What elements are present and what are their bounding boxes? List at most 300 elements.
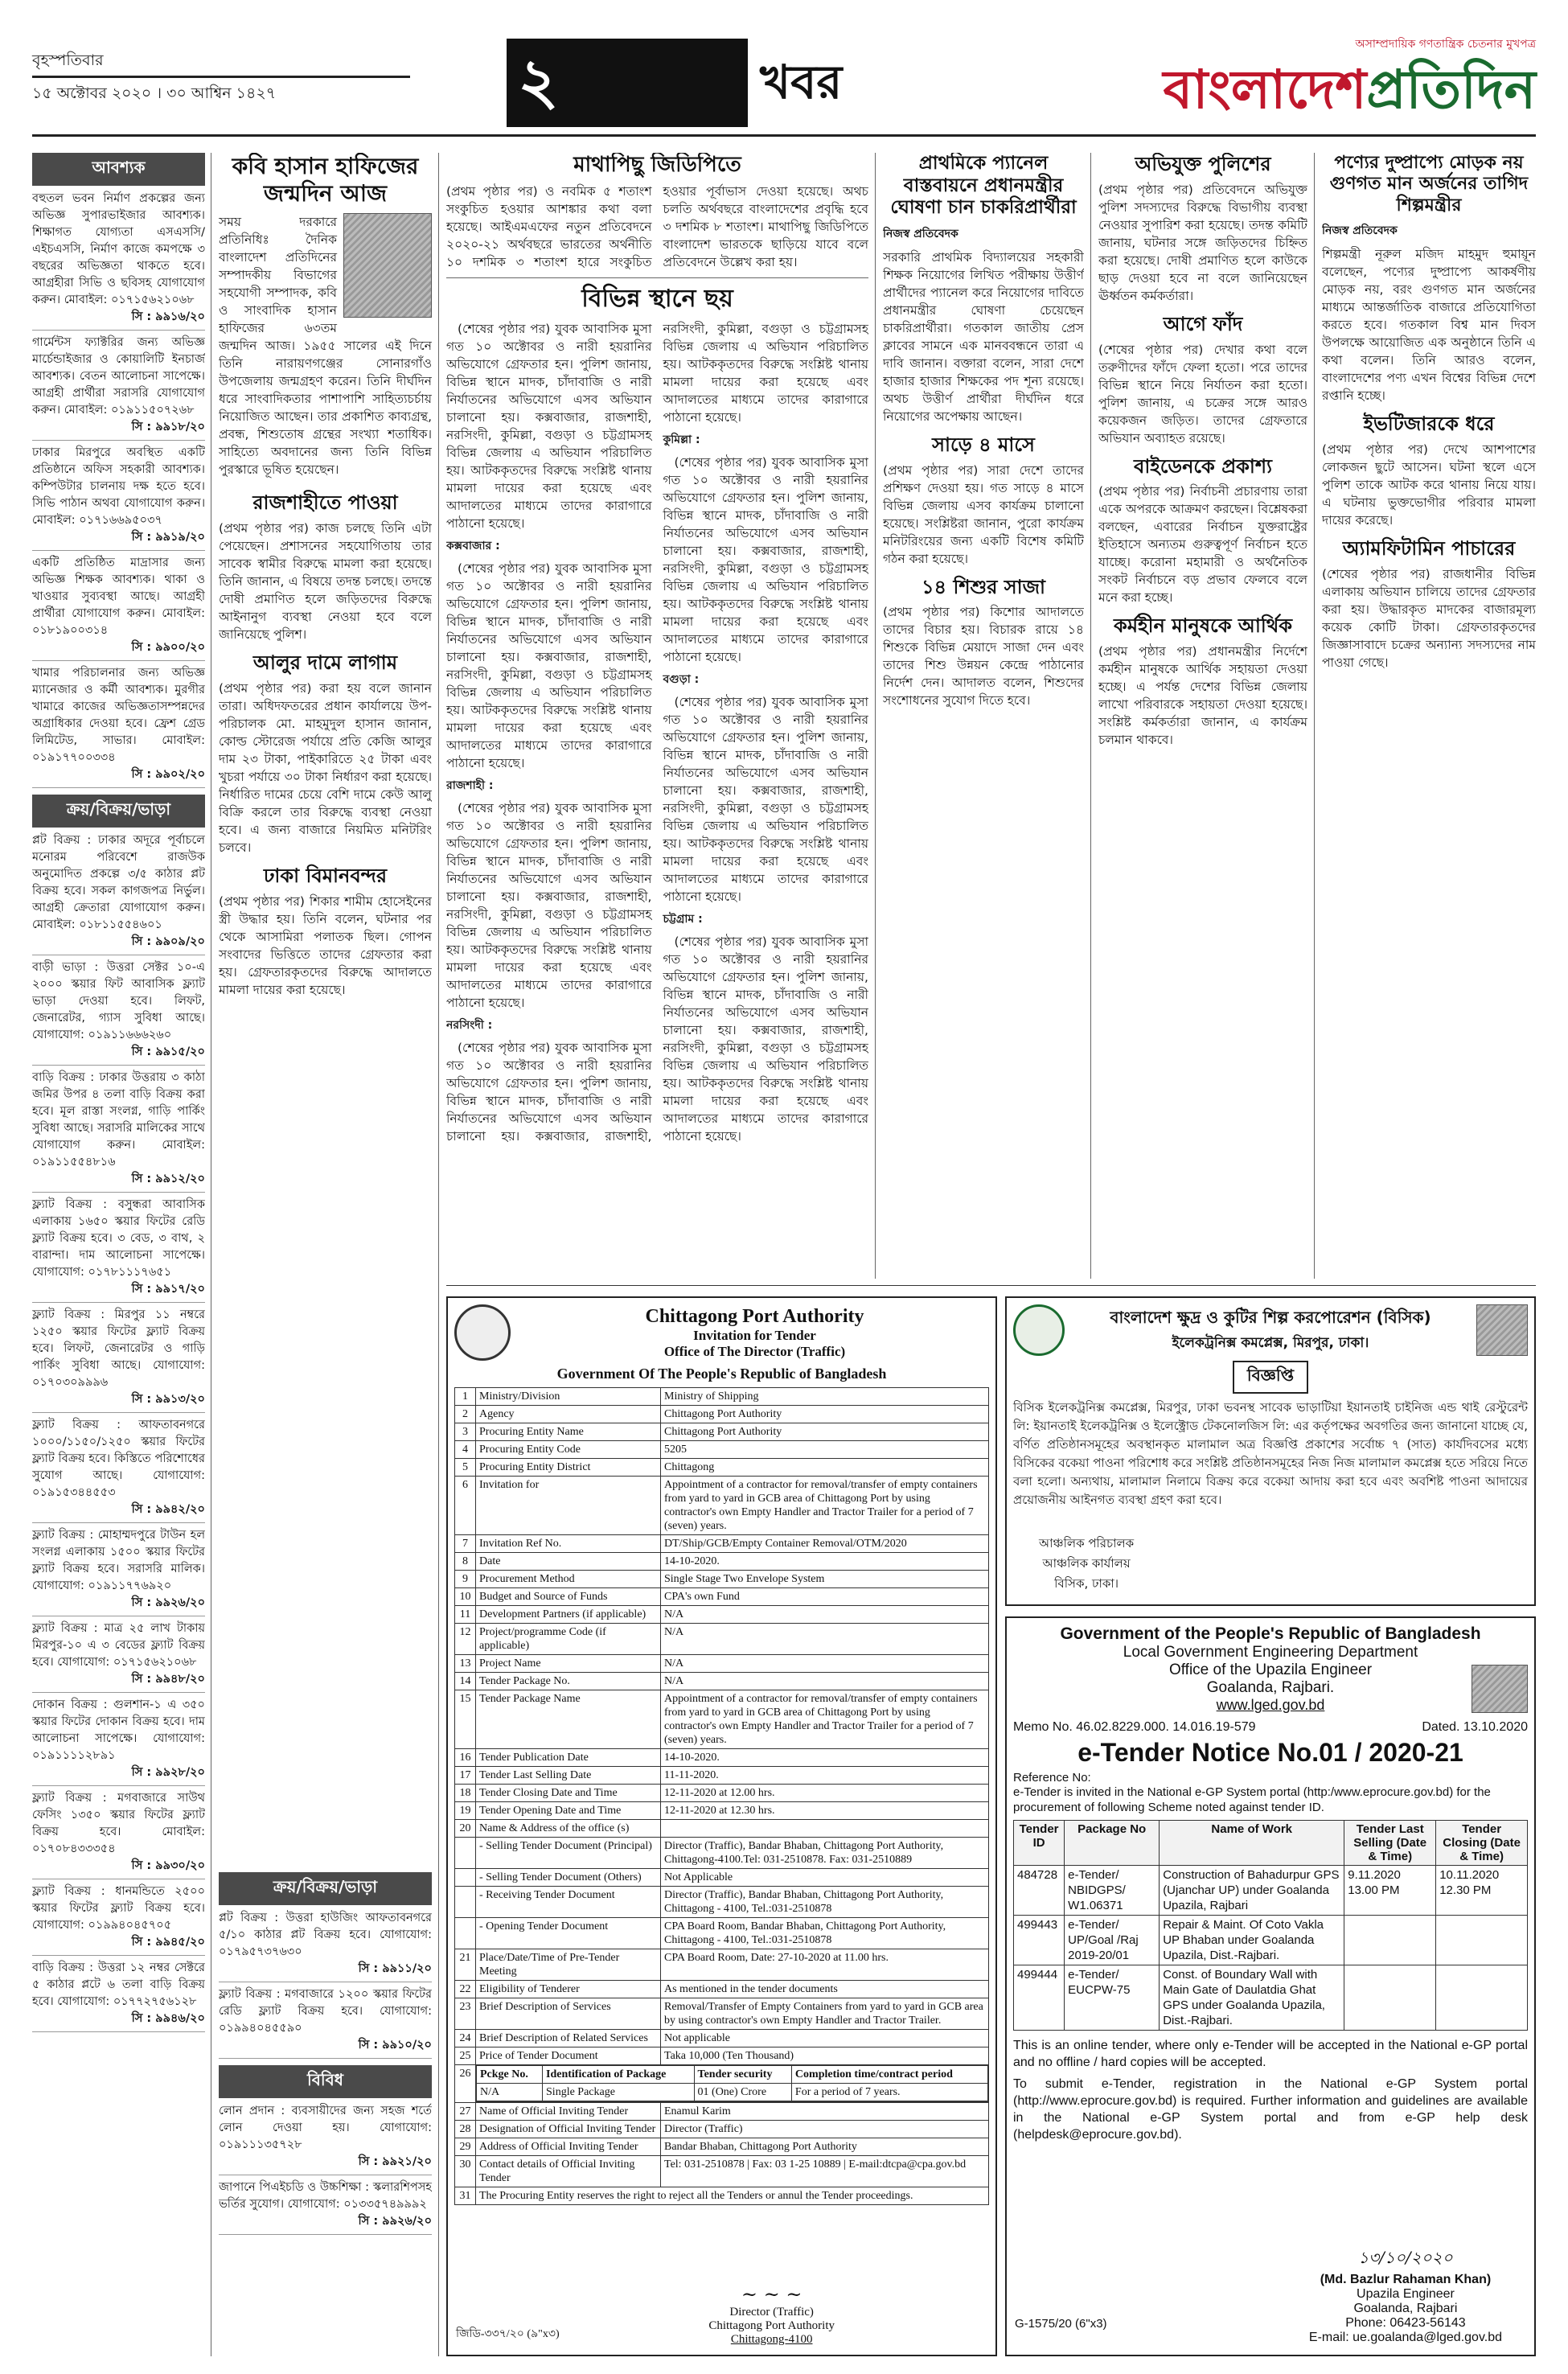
cpa-row-key: - Selling Tender Document (Others) bbox=[476, 1869, 661, 1887]
police-headline: অভিযুক্ত পুলিশের bbox=[1135, 153, 1271, 175]
cpa-org: Chittagong Port Authority bbox=[645, 1305, 864, 1327]
cpa-row-number: 24 bbox=[455, 2030, 476, 2047]
amphet-body: (শেষের পৃষ্ঠার পর) রাজধানীর বিভিন্ন এলাকায় অভিযান চালিয়ে তাদের গ্রেফতার করা হয়। উদ্ধারকৃত মাদকের বাজারমূল্য কয়েক কোটি টাকা। গ্রেফতারকৃতদের জিজ্ঞাসাবাদে চক্রের অন্যান্য সদস্যদের নাম পাওয়া গেছে। bbox=[1322, 566, 1536, 670]
cpa-row bbox=[455, 1655, 989, 1673]
gdp-body: (প্রথম পৃষ্ঠার পর) ও নবমিক ৫ শতাংশ সংকুচিত হওয়ার আশঙ্কার কথা বলা হয়েছে। আইএমএফের নতুন প্রতিবেদনে ২০২০-২১ অর্থবছরে ভারতের অর্থনীতি ১০ দশমিক ৩ শতাংশ হারে সংকুচিত হওয়ার পূর্বাভাস দেওয়া হয়েছে। অথচ চলতি অর্থবছরে বাংলাদেশের প্রবৃদ্ধি হবে ৩ দশমিক ৮ শতাংশ। মাথাপিছু জিডিপিতে বাংলাদেশ ভারতকে ছাড়িয়ে যাবে বলে প্রতিবেদনে উল্লেখ করা হয়। bbox=[446, 184, 868, 270]
bottom-misc-heading: বিবিধ bbox=[219, 2065, 432, 2098]
cpa-code: জিডি-৩৩৭/২০ (৯"x৩) bbox=[456, 2328, 560, 2340]
cpa-row-key: Address of Official Inviting Tender bbox=[476, 2138, 661, 2156]
cpa-row-value: N/A bbox=[661, 1673, 989, 1690]
cpa-row-number: 11 bbox=[455, 1606, 476, 1624]
cpa-signature bbox=[708, 2283, 835, 2347]
trap-body: (শেষের পৃষ্ঠার পর) দেখার কথা বলে তরুণীদের ফাঁদে ফেলা হতো। পরে তাদের বিভিন্ন স্থানে নিয়ে নির্যাতন করা হতো। পুলিশ জানায়, এ চক্রের সঙ্গে আরও কয়েকজন জড়িত। তাদের গ্রেফতারে অভিযান অব্যাহত রয়েছে। bbox=[1098, 342, 1307, 446]
lged-cell-close bbox=[1436, 1965, 1528, 2031]
cpa-row-key: Brief Description of Related Services bbox=[476, 2030, 661, 2047]
lged-dept: Local Government Engineering Department bbox=[1123, 1644, 1418, 1661]
primary-headline: প্রাথমিকে প্যানেল বাস্তবায়নে প্রধানমন্ত্রীর ঘোষণা চান চাকরিপ্রার্থীরা bbox=[890, 153, 1077, 219]
cpa-row-key: Procurement Method bbox=[476, 1571, 661, 1588]
lged-cell-id: 484728 bbox=[1014, 1866, 1065, 1916]
mask-headline: পণ্যের দুষ্প্রাপ্যে মোড়ক নয় গুণগত মান অর্জনের তাগিদ শিল্পমন্ত্রীর bbox=[1329, 153, 1529, 216]
bottom-misc-list bbox=[219, 2103, 432, 2235]
cpa-row-number bbox=[455, 1838, 476, 1869]
mujib-year-logo bbox=[1476, 1304, 1528, 1356]
cpa-row-key: - Receiving Tender Document bbox=[476, 1887, 661, 1918]
cpa-row-key: - Selling Tender Document (Principal) bbox=[476, 1838, 661, 1869]
classified-ref: সি : ৯৯১৮/২০ bbox=[131, 421, 205, 433]
classified-ref: সি : ৯৯২৬/২০ bbox=[131, 1596, 205, 1609]
cpa-row-value: Single Stage Two Envelope System bbox=[661, 1571, 989, 1588]
unrest-para: (শেষের পৃষ্ঠার পর) যুবক আবাসিক মুসা গত ১০ অক্টোবর ও নারী হয়রানির অভিযোগে গ্রেফতার হন। পুলিশ জানায়, বিভিন্ন স্থানে মাদক, চাঁদাবাজি ও নারী নির্যাতনের অভিযোগে এসব অভিযান চালানো হয়। কক্সবাজার, রাজশাহী, নরসিংদী, কুমিল্লা, বগুড়া ও চট্টগ্রামসহ বিভিন্ন জেলায় এ অভিযান পরিচালিত হয়। আটককৃতদের বিরুদ্ধে সংশ্লিষ্ট থানায় মামলা দায়ের করা হয়েছে এবং আদালতের মাধ্যমে তাদের কারাগারে পাঠানো হয়েছে। bbox=[663, 934, 868, 1144]
classified-ref: সি : ৯৯৪৮/২০ bbox=[131, 1673, 205, 1686]
cpa-office: Office of The Director (Traffic) bbox=[663, 1343, 846, 1359]
classified-item bbox=[219, 2103, 432, 2175]
cpa-row-value: Not Applicable bbox=[661, 1869, 989, 1887]
cpa-package-header: Identification of Package bbox=[543, 2066, 695, 2084]
cpa-row bbox=[455, 1673, 989, 1690]
cpa-row-value: Enamul Karim bbox=[661, 2103, 989, 2121]
lged-cell-sell bbox=[1344, 1965, 1436, 2031]
cpa-row bbox=[455, 2103, 989, 2121]
cpa-email: E-mail:dtcpa@cpa.gov.bd bbox=[848, 2158, 967, 2171]
cpa-row-value: Ministry of Shipping bbox=[661, 1388, 989, 1406]
lged-cell-close bbox=[1436, 1916, 1528, 1965]
cpa-row-value: 12-11-2020 at 12.00 hrs. bbox=[661, 1785, 989, 1802]
cpa-row-key: Invitation Ref No. bbox=[476, 1535, 661, 1553]
cpa-row-number: 4 bbox=[455, 1441, 476, 1459]
cpa-row-key: Invitation for bbox=[476, 1477, 661, 1535]
cpa-row-number bbox=[455, 1918, 476, 1949]
cpa-row-key: Tender Last Selling Date bbox=[476, 1767, 661, 1785]
lged-sig-desig: Upazila Engineer bbox=[1357, 2287, 1455, 2301]
rajshahi-body: (প্রথম পৃষ্ঠার পর) কাজ চলছে তিনি এটা পেয়েছেন। প্রশাসনের সহযোগিতায় তার সাবেক স্বামীর বিরুদ্ধে মামলা করা হয়েছে। তিনি জানান, এ বিষয়ে তদন্ত চলছে। তদন্তে দোষী প্রমাণিত হলে জড়িতদের বিরুদ্ধে আইনানুগ ব্যবস্থা নেওয়া হবে বলে জানিয়েছে পুলিশ। bbox=[219, 520, 432, 642]
lged-cell-work: Construction of Bahadurpur GPS (Ujanchar UP) under Goalanda Upazila, Rajbari bbox=[1160, 1866, 1344, 1916]
cpa-row-value: Appointment of a contractor for removal/transfer of empty containers from yard to yard in GCB area of Chittagong Port by using contractor's own Empty Handler and Tractor Trailer for a period of 7 (seven) years. bbox=[661, 1477, 989, 1535]
cpa-row bbox=[455, 1887, 989, 1918]
cpa-gov: Government Of The People's Republic of Bangladesh bbox=[556, 1366, 887, 1382]
cpa-row-number: 18 bbox=[455, 1785, 476, 1802]
mask-body: শিল্পমন্ত্রী নূরুল মজিদ মাহমুদ হুমায়ূন বলেছেন, পণ্যের দুষ্প্রাপ্যে আকর্ষণীয় মোড়ক নয়, বরং গুণগত মান অর্জনের মাধ্যমে আন্তর্জাতিক বাজারে প্রতিযোগিতা করতে হবে। গতকাল বিশ্ব মান দিবস উপলক্ষে আয়োজিত এক অনুষ্ঠানে তিনি এ কথা বলেন। তিনি আরও বলেন, বাংলাদেশের পণ্য এখন বিশ্বের বিভিন্ন দেশে রপ্তানি হচ্ছে। bbox=[1322, 247, 1536, 404]
cpa-row-number: 21 bbox=[455, 1949, 476, 1981]
cpa-row-key: Tender Package Name bbox=[476, 1690, 661, 1749]
classified-ref: সি : ৯৯০৯/২০ bbox=[131, 935, 205, 948]
center-news-block bbox=[446, 153, 868, 1279]
classified-text: ফ্ল্যাট বিক্রয় : মোহাম্মদপুরে টাউন হল সংলগ্ন এলাকায় ১৫০০ স্কয়ার ফিটের ফ্ল্যাট বিক্রয় হবে। সরাসরি মালিক। যোগাযোগ: ০১৯১১৭৭৬৯২০ bbox=[32, 1529, 205, 1592]
cpa-row-number: 3 bbox=[455, 1423, 476, 1441]
lged-place: Goalanda, Rajbari. bbox=[1206, 1679, 1335, 1696]
cpa-row-value: Appointment of a contractor for removal/transfer of empty containers from yard to yard in GCB area of Chittagong Port by using contractor's own Empty Handler and Tractor Trailer for a period of 7 (seven) years. bbox=[661, 1690, 989, 1749]
three-body: (প্রথম পৃষ্ঠার পর) সারা দেশে তাদের প্রশিক্ষণ দেওয়া হয়। গত সাড়ে ৪ মাসে বিভিন্ন জেলায় এসব কার্যক্রম চালানো হয়েছে। সংশ্লিষ্টরা জানান, পুরো কার্যক্রম মনিটরিংয়ের জন্য একটি বিশেষ কমিটি গঠন করা হয়েছে। bbox=[883, 462, 1084, 566]
cpa-row bbox=[455, 2138, 989, 2156]
cpa-row-number: 15 bbox=[455, 1690, 476, 1749]
classified-text: ফ্ল্যাট বিক্রয় : মাত্র ২৫ লাখ টাকায় মিরপুর-১০ এ ৩ বেডের ফ্ল্যাট বিক্রয় হবে। যোগাযোগ: ০১৭১৫৬২১০৬৮ bbox=[32, 1622, 205, 1669]
bscic-notice-title: বিজ্ঞপ্তি bbox=[1233, 1361, 1308, 1394]
cpa-row bbox=[455, 2047, 989, 2065]
cpa-contact-key: Contact details of Official Inviting Tender bbox=[476, 2156, 661, 2187]
cpa-row bbox=[455, 1785, 989, 1802]
classified-item bbox=[32, 1307, 205, 1413]
cpa-row-number: 30 bbox=[455, 2156, 476, 2187]
police-body: (প্রথম পৃষ্ঠার পর) প্রতিবেদনে অভিযুক্ত পুলিশ সদস্যদের বিরুদ্ধে বিভাগীয় ব্যবস্থা নেওয়ার সুপারিশ করা হয়েছে। তদন্ত কমিটি জানায়, ঘটনার সঙ্গে জড়িতদের চিহ্নিত করা হয়েছে। দোষী প্রমাণিত হলে কাউকে ছাড় দেওয়া হবে না বলে জানিয়েছেন ঊর্ধ্বতন কর্মকর্তারা। bbox=[1098, 182, 1307, 303]
cpa-row-key: Tender Package No. bbox=[476, 1673, 661, 1690]
bscic-sig3: বিসিক, ঢাকা। bbox=[1054, 1576, 1119, 1591]
lged-tender-table bbox=[1013, 1820, 1528, 2031]
cpa-sig-city: Chittagong-4100 bbox=[730, 2333, 813, 2346]
lged-column-header: Tender ID bbox=[1014, 1821, 1065, 1866]
cpa-row-value: CPA Board Room, Bandar Bhaban, Chittagong Port Authority, Chittagong - 4100, Tel.:031-2510878 bbox=[661, 1918, 989, 1949]
cpa-logo-icon bbox=[454, 1304, 511, 1361]
cpa-row-key: Name & Address of the office (s) bbox=[476, 1820, 661, 1838]
lged-code: G-1575/20 (6"x3) bbox=[1015, 2317, 1107, 2331]
cpa-row-key: Name of Official Inviting Tender bbox=[476, 2103, 661, 2121]
classified-text: গার্মেন্টস ফ্যাক্টরির জন্য অভিজ্ঞ মার্চেন্ডাইজার ও কোয়ালিটি ইনচার্জ আবশ্যক। বেতন আলোচনা সাপেক্ষে। আগ্রহী প্রার্থীরা সরাসরি যোগাযোগ করুন। মোবাইল: ০১৯১১৫০৭২৬৮ bbox=[32, 336, 205, 417]
logo-name-b: প্রতিদিন bbox=[1366, 58, 1536, 121]
cpa-row-key: Place/Date/Time of Pre-Tender Meeting bbox=[476, 1949, 661, 1981]
unrest-body bbox=[446, 320, 868, 1148]
classified-ref: সি : ৯৯৪২/২০ bbox=[131, 1503, 205, 1516]
unrest-headline: বিভিন্ন স্থানে ছয় bbox=[581, 285, 733, 314]
classified-item bbox=[219, 1986, 432, 2059]
classified-item bbox=[32, 1527, 205, 1616]
lged-gov: Government of the People's Republic of Bangladesh bbox=[1060, 1624, 1481, 1643]
cpa-row-key: Budget and Source of Funds bbox=[476, 1588, 661, 1606]
lged-cell-work: Repair & Maint. Of Coto Vakla UP Bhaban under Goalanda Upazila, Dist.-Rajbari. bbox=[1160, 1916, 1344, 1965]
cpa-row-number: 22 bbox=[455, 1981, 476, 1998]
classified-ref: সি : ৯৯১৫/২০ bbox=[131, 1045, 205, 1058]
cpa-row-value: N/A bbox=[661, 1655, 989, 1673]
cpa-row-key: Eligibility of Tenderer bbox=[476, 1981, 661, 1998]
lged-web: www.lged.gov.bd bbox=[1216, 1697, 1325, 1713]
primary-byline: নিজস্ব প্রতিবেদক bbox=[883, 227, 958, 240]
cpa-row-value: Director (Traffic), Bandar Bhaban, Chittagong Port Authority, Chittagong - 4100, Tel.:031-2510878 bbox=[661, 1887, 989, 1918]
cpa-row bbox=[455, 1441, 989, 1459]
classified-ref: সি : ৯৯১৭/২০ bbox=[131, 1283, 205, 1296]
cpa-row-key: Tender Publication Date bbox=[476, 1749, 661, 1767]
unrest-sub-coxsbazar: কক্সবাজার : bbox=[446, 540, 500, 553]
cpa-row-number: 9 bbox=[455, 1571, 476, 1588]
classified-ref: সি : ৯৯১৩/২০ bbox=[131, 1393, 205, 1406]
cpa-row bbox=[455, 2030, 989, 2047]
classified-text: একটি প্রতিষ্ঠিত মাদ্রাসার জন্য অভিজ্ঞ শিক্ষক আবশ্যক। থাকা ও খাওয়ার সুব্যবস্থা আছে। আগ্রহী প্রার্থীরা যোগাযোগ করুন। মোবাইল: ০১৮১৯০০৩১৪ bbox=[32, 557, 205, 637]
child-body: (প্রথম পৃষ্ঠার পর) কিশোর আদালতে তাদের বিচার হয়। বিচারক রায়ে ১৪ শিশুকে বিভিন্ন মেয়াদে সাজা দেন এবং তাদের শিশু উন্নয়ন কেন্দ্রে পাঠানোর নির্দেশ দেন। আদালত বলেন, শিশুদের সংশোধনের সুযোগ দিতে হবে। bbox=[883, 605, 1084, 709]
classified-text: ফ্ল্যাট বিক্রয় : মগবাজারে সাউথ ফেসিং ১৩৫০ স্কয়ার ফিটের ফ্ল্যাট বিক্রয় হবে। মোবাইল: ০১৭০৮৪৩৩৩৫৪ bbox=[32, 1792, 205, 1855]
three-headline: সাড়ে ৪ মাসে bbox=[932, 433, 1035, 456]
cpa-invitation: Invitation for Tender bbox=[693, 1327, 816, 1343]
unrest-sub-chattogram: চট্টগ্রাম : bbox=[663, 913, 703, 926]
cpa-row bbox=[455, 1869, 989, 1887]
unrest-sub-rajshahi: রাজশাহী : bbox=[446, 779, 494, 793]
column-divider bbox=[1090, 153, 1091, 1279]
cpa-row-value: Removal/Transfer of Empty Containers from yard to yard in GCB area by using contractor's own Empty Handler and Tractor Trailer. bbox=[661, 1998, 989, 2030]
cpa-row-value: DT/Ship/GCB/Empty Container Removal/OTM/2020 bbox=[661, 1535, 989, 1553]
unrest-para: (শেষের পৃষ্ঠার পর) যুবক আবাসিক মুসা গত ১০ অক্টোবর ও নারী হয়রানির অভিযোগে গ্রেফতার হন। পুলিশ জানায়, বিভিন্ন স্থানে মাদক, চাঁদাবাজি ও নারী নির্যাতনের অভিযোগে এসব অভিযান চালানো হয়। কক্সবাজার, রাজশাহী, নরসিংদী, কুমিল্লা, বগুড়া ও চট্টগ্রামসহ বিভিন্ন জেলায় এ অভিযান পরিচালিত হয়। আটককৃতদের বিরুদ্ধে সংশ্লিষ্ট থানায় মামলা দায়ের করা হয়েছে এবং আদালতের মাধ্যমে তাদের কারাগারে পাঠানো হয়েছে। bbox=[446, 322, 652, 532]
classified-text: দোকান বিক্রয় : গুলশান-১ এ ৩৫০ স্কয়ার ফিটের দোকান বিক্রয় হবে। দাম আলোচনা সাপেক্ষে। যোগাযোগ: ০১৯১১১১২৮৯১ bbox=[32, 1698, 205, 1762]
classified-item bbox=[32, 191, 205, 331]
cpa-row-number: 10 bbox=[455, 1588, 476, 1606]
classified-text: লোন প্রদান : ব্যবসায়ীদের জন্য সহজ শর্তে লোন দেওয়া হয়। যোগাযোগ: ০১৯১১১৩৫৭২৮ bbox=[219, 2105, 432, 2151]
cpa-row bbox=[455, 1588, 989, 1606]
lged-column-header: Name of Work bbox=[1160, 1821, 1344, 1866]
lged-cell-id: 499444 bbox=[1014, 1965, 1065, 2031]
classified-text: বাড়ি বিক্রয় : ঢাকার উত্তরায় ৩ কাঠা জমির উপর ৪ তলা বাড়ি বিক্রয় করা হবে। মূল রাস্তা সংলগ্ন, গাড়ি পার্কিং সুবিধা আছে। সরাসরি মালিকের সাথে যোগাযোগ করুন। মোবাইল: ০১৯১১৫৫৪৮১৬ bbox=[32, 1071, 205, 1169]
classified-item bbox=[32, 665, 205, 788]
cpa-package-value: 01 (One) Crore bbox=[694, 2084, 791, 2101]
classified-ref: সি : ৯৯০২/২০ bbox=[131, 768, 205, 781]
cpa-row-number: 19 bbox=[455, 1802, 476, 1820]
classified-text: ফ্ল্যাট বিক্রয় : আফতাবনগরে ১০০০/১১৫০/১২৫০ স্কয়ার ফিটের ফ্ল্যাট বিক্রয় হবে। কিস্তিতে পরিশোধের সুযোগ আছে। যোগাযোগ: ০১৯১৫৩৪৪৫৫৩ bbox=[32, 1419, 205, 1499]
cpa-tender-ad bbox=[446, 1296, 997, 2356]
lged-cell-sell bbox=[1344, 1916, 1436, 1965]
lged-table-row bbox=[1014, 1866, 1528, 1916]
column-divider bbox=[1314, 153, 1315, 1279]
classified-item bbox=[219, 1910, 432, 1982]
classified-item bbox=[32, 555, 205, 661]
unrest-sub-bogura: বগুড়া : bbox=[663, 673, 700, 687]
rajshahi-headline: রাজশাহীতে পাওয়া bbox=[252, 491, 398, 515]
page-number-box bbox=[507, 39, 748, 127]
classified-item bbox=[32, 1070, 205, 1193]
cpa-row-number: 7 bbox=[455, 1535, 476, 1553]
cpa-row-number: 17 bbox=[455, 1767, 476, 1785]
bscic-header bbox=[1013, 1304, 1528, 1356]
cpa-row-key: Designation of Official Inviting Tender bbox=[476, 2121, 661, 2138]
mask-byline: নিজস্ব প্রতিবেদক bbox=[1322, 224, 1398, 238]
bottom-sale-heading: ক্রয়/বিক্রয়/ভাড়া bbox=[219, 1872, 432, 1905]
bscic-signature bbox=[1039, 1534, 1134, 1595]
logo-name-a: বাংলাদেশ bbox=[1163, 58, 1367, 121]
cpa-row bbox=[455, 1535, 989, 1553]
bottom-left-classified bbox=[219, 1866, 432, 2239]
lged-cell-pkg: e-Tender/ UP/Goal /Raj 2019-20/01 bbox=[1065, 1916, 1160, 1965]
cpa-row-number: 5 bbox=[455, 1459, 476, 1477]
section-title: খবর bbox=[760, 55, 843, 109]
poet-body: সময় দরকারে প্রতিনিধিঃ দৈনিক বাংলাদেশ প্রতিদিনের সম্পাদকীয় বিভাগের সহযোগী সম্পাদক, কবি ও সাংবাদিক হাসান হাফিজের ৬৩তম জন্মদিন আজ। ১৯৫৫ সালের এই দিনে তিনি নারায়ণগঞ্জের সোনারগাঁও উপজেলায় জন্মগ্রহণ করেন। তিনি দীর্ঘদিন ধরে সাংবাদিকতার পাশাপাশি সাহিত্যচর্চায় নিয়োজিত আছেন। তার প্রকাশিত কাব্যগ্রন্থ, প্রবন্ধ, শিশুতোষ গ্রন্থের সংখ্যা শতাধিক। সাহিত্যে অবদানের জন্য তিনি বিভিন্ন পুরস্কারে ভূষিত হয়েছেন। bbox=[219, 215, 432, 478]
cpa-row-key: Procuring Entity District bbox=[476, 1459, 661, 1477]
cpa-row bbox=[455, 1624, 989, 1655]
lged-email: E-mail: ue.goalanda@lged.gov.bd bbox=[1308, 2331, 1502, 2344]
classified-text: খামার পরিচালনার জন্য অভিজ্ঞ ম্যানেজার ও কর্মী আবশ্যক। মুরগীর খামারে কাজের অভিজ্ঞতাসম্পন্নদের অগ্রাধিকার দেওয়া হবে। ফ্রেশ গ্রেড লিমিটেড, সাভার। মোবাইল: ০১৯১৭৭০০৩৩৪ bbox=[32, 667, 205, 764]
classified-heading-jobs: আবশ্যক bbox=[32, 153, 205, 186]
classified-ref: সি : ৯৯১২/২০ bbox=[131, 1173, 205, 1185]
cpa-row-number: 29 bbox=[455, 2138, 476, 2156]
cpa-row-value: Chittagong bbox=[661, 1459, 989, 1477]
primary-body: সরকারি প্রাথমিক বিদ্যালয়ের সহকারী শিক্ষক নিয়োগের লিখিত পরীক্ষায় উত্তীর্ণ প্রার্থীদের প্যানেল করে নিয়োগের দাবিতে প্রধানমন্ত্রীর ঘোষণা চেয়েছেন চাকরিপ্রার্থীরা। গতকাল জাতীয় প্রেস ক্লাবের সামনে এক মানববন্ধনে তারা এ দাবি জানান। বক্তারা বলেন, সারা দেশে হাজার হাজার শিক্ষকের পদ শূন্য রয়েছে। অথচ উত্তীর্ণ প্রার্থীরা দীর্ঘদিন ধরে নিয়োগের অপেক্ষায় আছেন। bbox=[883, 249, 1084, 424]
cpa-row-value: Director (Traffic), Bandar Bhaban, Chittagong Port Authority, Chittagong-4100.Tel: 031-2510878. Fax: 031-2510889 bbox=[661, 1838, 989, 1869]
bscic-notice-ad bbox=[1005, 1296, 1536, 1606]
cpa-row bbox=[455, 1477, 989, 1535]
cpa-package-row bbox=[455, 2065, 989, 2102]
cpa-row-value: 14-10-2020. bbox=[661, 1553, 989, 1571]
cpa-row-key: Procuring Entity Code bbox=[476, 1441, 661, 1459]
classified-ref: সি : ৯৯৪৫/২০ bbox=[131, 1936, 205, 1949]
classified-item bbox=[32, 1790, 205, 1879]
cpa-row-number: 31 bbox=[455, 2187, 476, 2205]
lged-column-header: Tender Last Selling (Date & Time) bbox=[1344, 1821, 1436, 1866]
cpa-row-value bbox=[661, 1820, 989, 1838]
logo-tagline: অসাম্প্রদায়িক গণতান্ত্রিক চেতনার মুখপত্র bbox=[1355, 38, 1536, 51]
cpa-row-key: Project Name bbox=[476, 1655, 661, 1673]
poet-photo bbox=[343, 213, 432, 318]
lged-memo-row bbox=[1013, 1720, 1528, 1735]
unrest-para: (শেষের পৃষ্ঠার পর) যুবক আবাসিক মুসা গত ১০ অক্টোবর ও নারী হয়রানির অভিযোগে গ্রেফতার হন। পুলিশ জানায়, বিভিন্ন স্থানে মাদক, চাঁদাবাজি ও নারী নির্যাতনের অভিযোগে এসব অভিযান চালানো হয়। কক্সবাজার, রাজশাহী, নরসিংদী, কুমিল্লা, বগুড়া ও চট্টগ্রামসহ বিভিন্ন জেলায় এ অভিযান পরিচালিত হয়। আটককৃতদের বিরুদ্ধে সংশ্লিষ্ট থানায় মামলা দায়ের করা হয়েছে এবং আদালতের মাধ্যমে তাদের কারাগারে পাঠানো হয়েছে। bbox=[663, 695, 868, 905]
cpa-row bbox=[455, 1749, 989, 1767]
column-two bbox=[219, 153, 432, 2356]
cpa-row bbox=[455, 1690, 989, 1749]
newspaper-logo bbox=[1086, 35, 1536, 132]
cpa-package-value: Single Package bbox=[543, 2084, 695, 2101]
cpa-row-number bbox=[455, 1887, 476, 1918]
evaly-body: (প্রথম পৃষ্ঠার পর) দেখে আশপাশের লোকজন ছুটে আসেন। ঘটনা স্থলে এসে পুলিশ তাকে আটক করে থানায় নিয়ে যায়। এ ঘটনায় ভুক্তভোগীর পরিবার মামলা দায়ের করেছে। bbox=[1322, 442, 1536, 528]
cpa-row bbox=[455, 1802, 989, 1820]
lged-tender-ad bbox=[1005, 1616, 1536, 2356]
lged-office: Office of the Upazila Engineer bbox=[1168, 1661, 1373, 1678]
biden-headline: বাইডেনকে প্রকাশ্য bbox=[1133, 454, 1273, 478]
cpa-package-header: Completion time/contract period bbox=[791, 2066, 987, 2084]
classified-text: ফ্ল্যাট বিক্রয় : মগবাজারে ১২০০ স্কয়ার ফিটের রেডি ফ্ল্যাট বিক্রয় হবে। যোগাযোগ: ০১৯৯৪০৪৫৫৯০ bbox=[219, 1988, 432, 2035]
cpa-row bbox=[455, 1571, 989, 1588]
cpa-row-number: 12 bbox=[455, 1624, 476, 1655]
cpa-signature-mark: ~ ~ ~ bbox=[741, 2283, 802, 2306]
classified-text: ফ্ল্যাট বিক্রয় : মিরপুর ১১ নম্বরে ১২৫০ স্কয়ার ফিটের ফ্ল্যাট বিক্রয় হবে। লিফট, জেনারেটর ও গাড়ি পার্কিং সুবিধা আছে। যোগাযোগ: ০১৭০৩০৯৯৯৬ bbox=[32, 1308, 205, 1389]
classified-text: বহুতল ভবন নির্মাণ প্রকল্পের জন্য অভিজ্ঞ সুপারভাইজার আবশ্যক। শিক্ষাগত যোগ্যতা এসএসসি/এইচএসসি, নির্মাণ কাজে কমপক্ষে ৩ বছরের অভিজ্ঞতা থাকতে হবে। আগ্রহীরা সিভি ও ছবিসহ যোগাযোগ করুন। মোবাইল: ০১৭১৫৬২১০৬৮ bbox=[32, 192, 205, 306]
bscic-body: বিসিক ইলেকট্রনিক্স কমপ্লেক্স, মিরপুর, ঢাকা ভবনস্থ সাবেক ভাড়াটিয়া ইয়ানতাই চাইনিজ এন্ড থাই রেস্টুরেন্ট লি: ইয়ানতাই ইলেকট্রনিক্স ও ইলেক্ট্রোড টেকনোলজিস লি: এর কর্তৃপক্ষের অবগতির জন্য জানানো যাচ্ছে যে, বর্ণিত প্রতিষ্ঠানসমূহের অবস্থানকৃত মালামাল অত্র বিজ্ঞপ্তি প্রকাশের সর্বোচ্চ ৭ (সাত) কার্যদিবসের মধ্যে বিসিকের বকেয়া পাওনা পরিশোধ করে সংশ্লিষ্ট প্রতিষ্ঠানসমূহের নিজ নিজ মালামাল কমপ্লেক্স হতে সরিয়ে নিতে বলা হলো। অন্যথায়, মালামাল নিলামে বিক্রয় করে বকেয়া আদায় করা হবে এবং অবশিষ্ট পাওনা আদায়ের প্রয়োজনীয় আইনগত ব্যবস্থা গ্রহণ করা হবে। bbox=[1013, 1400, 1528, 1507]
classified-ref: সি : ৯৯৩০/২০ bbox=[131, 1859, 205, 1872]
column-divider bbox=[875, 153, 876, 1279]
story-divider bbox=[446, 277, 868, 278]
cpa-row-number: 28 bbox=[455, 2121, 476, 2138]
cpa-row-number: 8 bbox=[455, 1553, 476, 1571]
cpa-row bbox=[455, 1767, 989, 1785]
column-divider bbox=[438, 153, 439, 2356]
biden-body: (প্রথম পৃষ্ঠার পর) নির্বাচনী প্রচারণায় তারা একে অপরকে আক্রমণ করছেন। বিশ্লেষকরা বলছেন, এবারের নির্বাচন যুক্তরাষ্ট্রের ইতিহাসে অন্যতম গুরুত্বপূর্ণ নির্বাচন হতে যাচ্ছে। করোনা মহামারী ও অর্থনৈতিক সংকট নির্বাচনে বড় প্রভাব ফেলবে বলে মনে করা হচ্ছে। bbox=[1098, 484, 1307, 606]
cpa-contact-values: Tel: 031-2510878 | Fax: 03 1-25 10889 | E-mail:dtcpa@cpa.gov.bd bbox=[661, 2156, 989, 2187]
cpa-row-value: 12-11-2020 at 12.30 hrs. bbox=[661, 1802, 989, 1820]
classified-text: ফ্ল্যাট বিক্রয় : বসুন্ধরা আবাসিক এলাকায় ১৬৫০ স্কয়ার ফিটের রেডি ফ্ল্যাট বিক্রয় হবে। ৩ বেড, ৩ বাথ, ২ বারান্দা। দাম আলোচনা সাপেক্ষে। যোগাযোগ: ০১৭৮১১১৭৬৫১ bbox=[32, 1198, 205, 1279]
lged-signature bbox=[1309, 2246, 1502, 2345]
lged-cell-sell: 9.11.2020 13.00 PM bbox=[1344, 1866, 1436, 1916]
dhaka-headline: ঢাকা বিমানবন্দর bbox=[263, 864, 388, 887]
cpa-row-value: Bandar Bhaban, Chittagong Port Authority bbox=[661, 2138, 989, 2156]
unrest-para: (শেষের পৃষ্ঠার পর) যুবক আবাসিক মুসা গত ১০ অক্টোবর ও নারী হয়রানির অভিযোগে গ্রেফতার হন। পুলিশ জানায়, বিভিন্ন স্থানে মাদক, চাঁদাবাজি ও নারী নির্যাতনের অভিযোগে এসব অভিযান চালানো হয়। কক্সবাজার, রাজশাহী, নরসিংদী, কুমিল্লা, বগুড়া ও চট্টগ্রামসহ বিভিন্ন জেলায় এ অভিযান পরিচালিত হয়। আটককৃতদের বিরুদ্ধে সংশ্লিষ্ট থানায় মামলা দায়ের করা হয়েছে এবং আদালতের মাধ্যমে তাদের কারাগারে পাঠানো হয়েছে। bbox=[663, 455, 868, 665]
potato-headline: আলুর দামে লাগাম bbox=[252, 651, 398, 674]
cpa-tel: Tel: 031-2510878 bbox=[664, 2158, 745, 2171]
lged-cell-work: Const. of Boundary Wall with Main Gate of Daulatdia Ghat GPS under Goalanda Upazila, Dist.-Rajbari. bbox=[1160, 1965, 1344, 2031]
cpa-row-key: Tender Opening Date and Time bbox=[476, 1802, 661, 1820]
cpa-header bbox=[454, 1304, 989, 1361]
bscic-org: বাংলাদেশ ক্ষুদ্র ও কুটির শিল্প করপোরেশন (বিসিক) bbox=[1110, 1307, 1431, 1327]
cpa-package-value: For a period of 7 years. bbox=[791, 2084, 987, 2101]
cpa-row-value: CPA's own Fund bbox=[661, 1588, 989, 1606]
lged-table-row bbox=[1014, 1916, 1528, 1965]
poor-body: (প্রথম পৃষ্ঠার পর) প্রধানমন্ত্রীর নির্দেশে কর্মহীন মানুষকে আর্থিক সহায়তা দেওয়া হচ্ছে। এ পর্যন্ত দেশের বিভিন্ন জেলায় লাখো পরিবারকে সহায়তা দেওয়া হয়েছে। সংশ্লিষ্ট কর্মকর্তারা জানান, এ কার্যক্রম চলমান থাকবে। bbox=[1098, 644, 1307, 748]
classified-item bbox=[32, 832, 205, 955]
classified-item bbox=[32, 1417, 205, 1523]
cpa-row-value: N/A bbox=[661, 1624, 989, 1655]
jobs-list bbox=[32, 191, 205, 788]
issue-weekday: বৃহস্পতিবার bbox=[32, 51, 104, 69]
bscic-sig2: আঞ্চলিক কার্যালয় bbox=[1042, 1556, 1131, 1571]
classified-ref: সি : ৯৯২১/২০ bbox=[358, 2155, 432, 2168]
cpa-fax: Fax: 03 1-25 10889 bbox=[752, 2158, 841, 2171]
child-headline: ১৪ শিশুর সাজা bbox=[921, 575, 1046, 598]
classified-item bbox=[32, 1697, 205, 1786]
cpa-row-value: As mentioned in the tender documents bbox=[661, 1981, 989, 1998]
cpa-row-key: Tender Closing Date and Time bbox=[476, 1785, 661, 1802]
cpa-row-number: 27 bbox=[455, 2103, 476, 2121]
unrest-para: (শেষের পৃষ্ঠার পর) যুবক আবাসিক মুসা গত ১০ অক্টোবর ও নারী হয়রানির অভিযোগে গ্রেফতার হন। পুলিশ জানায়, বিভিন্ন স্থানে মাদক, চাঁদাবাজি ও নারী নির্যাতনের অভিযোগে এসব অভিযান চালানো হয়। কক্সবাজার, রাজশাহী, নরসিংদী, কুমিল্লা, বগুড়া ও চট্টগ্রামসহ বিভিন্ন জেলায় এ অভিযান পরিচালিত হয়। আটককৃতদের বিরুদ্ধে সংশ্লিষ্ট থানায় মামলা দায়ের করা হয়েছে এবং আদালতের মাধ্যমে তাদের কারাগারে পাঠানো হয়েছে। bbox=[446, 561, 652, 771]
issue-date-block bbox=[32, 48, 410, 105]
lged-intro: e-Tender is invited in the National e-GP System portal (http:/www.eprocure.gov.bd) for the procurement of following Scheme noted against tender ID. bbox=[1013, 1785, 1491, 1814]
cpa-sig-name: Director (Traffic) bbox=[729, 2306, 814, 2319]
cpa-row bbox=[455, 1998, 989, 2030]
page-number: ২ bbox=[518, 46, 559, 118]
classified-ref: সি : ৯৯৪৬/২০ bbox=[131, 2012, 205, 2025]
dhaka-body: (প্রথম পৃষ্ঠার পর) শিকার শামীম হোসেইনের স্ত্রী উদ্ধার হয়। তিনি বলেন, ঘটনার পর থেকে আসামিরা পলাতক ছিল। গোপন সংবাদের ভিত্তিতে তাদের গ্রেফতার করা হয়। গ্রেফতারকৃতদের বিরুদ্ধে আদালতে মামলা দায়ের করা হয়েছে। bbox=[219, 893, 432, 997]
column-five bbox=[883, 153, 1084, 1279]
cpa-row-key: Procuring Entity Name bbox=[476, 1423, 661, 1441]
unrest-sub-narsingdi: নরসিংদী : bbox=[446, 1019, 493, 1033]
classified-item bbox=[219, 2179, 432, 2235]
bscic-logo-icon bbox=[1013, 1304, 1065, 1356]
classified-text: প্লট বিক্রয় : ঢাকার অদূরে পূর্বাচলে মনোরম পরিবেশে রাজউক অনুমোদিত প্রকল্পে ৩/৫ কাঠার প্লট বিক্রয় হবে। সকল কাগজপত্র নির্ভুল। আগ্রহী ক্রেতারা যোগাযোগ করুন। মোবাইল: ০১৮১১৫৫৪৬০১ bbox=[32, 834, 205, 931]
cpa-row-number: 16 bbox=[455, 1749, 476, 1767]
classified-item bbox=[32, 1620, 205, 1693]
cpa-row bbox=[455, 1423, 989, 1441]
classified-text: বাড়ি বিক্রয় : উত্তরা ১২ নম্বর সেক্টরে ৫ কাঠার প্লটে ৬ তলা বাড়ি বিক্রয় হবে। যোগাযোগ: ০১৭৭২৭৫৬১২৮ bbox=[32, 1961, 205, 2008]
cpa-row-key: Ministry/Division bbox=[476, 1388, 661, 1406]
cpa-row-value: CPA Board Room, Date: 27-10-2020 at 11.00 hrs. bbox=[661, 1949, 989, 1981]
unrest-sub-cumilla: কুমিল্লা : bbox=[663, 433, 700, 447]
classified-item bbox=[32, 335, 205, 441]
lged-title: e-Tender Notice No.01 / 2020-21 bbox=[1077, 1738, 1463, 1767]
cpa-row bbox=[455, 1406, 989, 1423]
cpa-row bbox=[455, 1918, 989, 1949]
cpa-row-value: 5205 bbox=[661, 1441, 989, 1459]
lged-cell-pkg: e-Tender/ NBIDGPS/ W1.06371 bbox=[1065, 1866, 1160, 1916]
cpa-package-header: Tender security bbox=[694, 2066, 791, 2084]
potato-body: (প্রথম পৃষ্ঠার পর) করা হয় বলে জানান তারা। অধিদফতরের প্রধান কার্যালয়ে উপ-পরিচালক মো. মাহমুদুল হাসান জানান, কোল্ড স্টোরেজ পর্যায়ে প্রতি কেজি আলুর দাম ২৩ টাকা, পাইকারিতে ২৫ টাকা এবং খুচরা পর্যায়ে ৩০ টাকা নির্ধারণ করা হয়েছে। নির্ধারিত দামের চেয়ে বেশি দামে কেউ আলু বিক্রি করলে তার বিরুদ্ধে ব্যবস্থা নেওয়া হবে। এ জন্য বাজারে নিয়মিত মনিটরিং চলবে। bbox=[219, 680, 432, 855]
bscic-address: ইলেকট্রনিক্স কমপ্লেক্স, মিরপুর, ঢাকা। bbox=[1172, 1334, 1369, 1351]
unrest-para: (শেষের পৃষ্ঠার পর) যুবক আবাসিক মুসা গত ১০ অক্টোবর ও নারী হয়রানির অভিযোগে গ্রেফতার হন। পুলিশ জানায়, বিভিন্ন স্থানে মাদক, চাঁদাবাজি ও নারী নির্যাতনের অভিযোগে এসব অভিযান চালানো হয়। কক্সবাজার, রাজশাহী, নরসিংদী, কুমিল্লা, বগুড়া ও চট্টগ্রামসহ বিভিন্ন জেলায় এ অভিযান পরিচালিত হয়। আটককৃতদের বিরুদ্ধে সংশ্লিষ্ট থানায় মামলা দায়ের করা হয়েছে এবং আদালতের মাধ্যমে তাদের কারাগারে পাঠানো হয়েছে। bbox=[446, 801, 652, 1011]
cpa-row bbox=[455, 1981, 989, 1998]
cpa-row bbox=[455, 1838, 989, 1869]
classified-text: বাড়ী ভাড়া : উত্তরা সেক্টর ১০-এ ২০০০ স্কয়ার ফিট আবাসিক ফ্ল্যাট ভাড়া দেওয়া হবে। লিফট, জেনারেটর, গ্যাস সুবিধা আছে। যোগাযোগ: ০১৯১১৬৬৬২৬০ bbox=[32, 961, 205, 1041]
issue-date: ১৫ অক্টোবর ২০২০ । ৩০ আশ্বিন ১৪২৭ bbox=[32, 84, 277, 102]
ads-divider bbox=[446, 1285, 1536, 1286]
cpa-row-number: 14 bbox=[455, 1673, 476, 1690]
lged-table-row bbox=[1014, 1965, 1528, 2031]
lged-header bbox=[1013, 1624, 1528, 1714]
lged-dated: Dated. 13.10.2020 bbox=[1422, 1720, 1528, 1734]
cpa-final-row bbox=[455, 2187, 989, 2205]
lged-note1: This is an online tender, where only e-Tender will be accepted in the National e-GP portal and no offline / hard copies will be accepted. bbox=[1013, 2039, 1528, 2069]
evaly-headline: ইভটিজারকে ধরে bbox=[1363, 413, 1495, 436]
cpa-row-key: Price of Tender Document bbox=[476, 2047, 661, 2065]
lged-cell-id: 499443 bbox=[1014, 1916, 1065, 1965]
lged-sig-date: ১৩/১০/২০২০ bbox=[1358, 2248, 1453, 2267]
classified-ref: সি : ৯৯১৯/২০ bbox=[131, 531, 205, 544]
poor-headline: কর্মহীন মানুষকে আর্থিক bbox=[1113, 614, 1293, 638]
lged-phone: Phone: 06423-56143 bbox=[1345, 2316, 1466, 2330]
classified-item bbox=[32, 959, 205, 1066]
cpa-row bbox=[455, 1949, 989, 1981]
lged-sig-place: Goalanda, Rajbari bbox=[1353, 2302, 1458, 2315]
bottom-sale-list bbox=[219, 1910, 432, 2059]
cpa-row-value: Not applicable bbox=[661, 2030, 989, 2047]
amphet-headline: অ্যামফিটামিন পাচারের bbox=[1342, 536, 1516, 560]
lged-sig-name: (Md. Bazlur Rahaman Khan) bbox=[1320, 2273, 1492, 2286]
cpa-row-value: Chittagong Port Authority bbox=[661, 1406, 989, 1423]
cpa-row bbox=[455, 1388, 989, 1406]
